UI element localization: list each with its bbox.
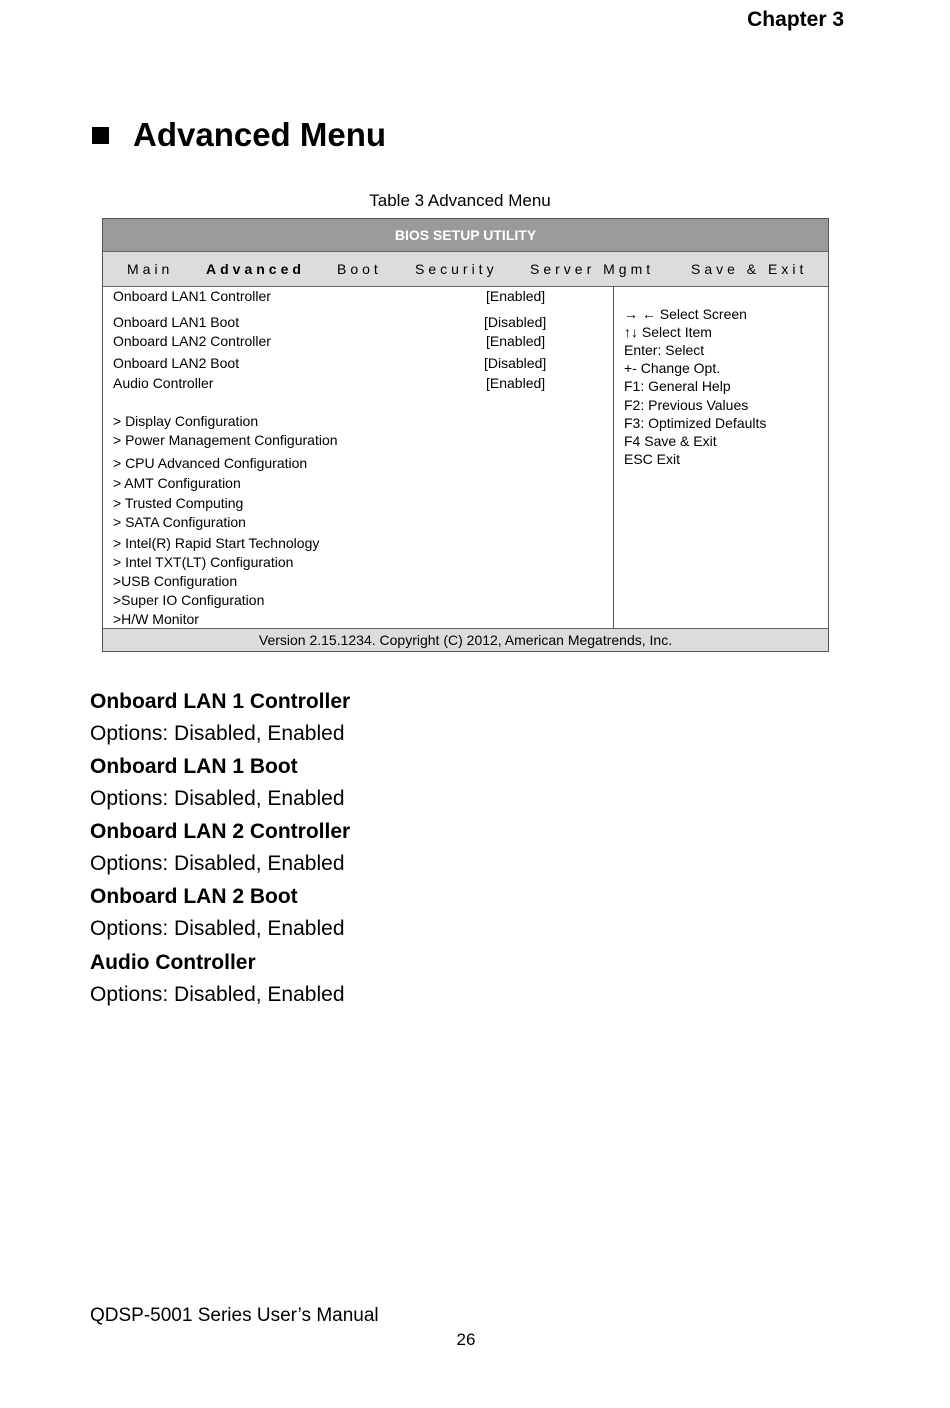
help-change-opt: +- Change Opt.: [624, 360, 721, 376]
chapter-label: Chapter 3: [747, 8, 844, 31]
panel-divider: [613, 286, 614, 630]
bios-tab-bar: [103, 252, 828, 287]
setting-lan1-controller[interactable]: Onboard LAN1 Controller: [113, 288, 271, 304]
bios-version-footer: Version 2.15.1234. Copyright (C) 2012, American Megatrends, Inc.: [103, 628, 828, 651]
setting-value[interactable]: [Disabled]: [484, 355, 547, 371]
setting-audio-controller[interactable]: Audio Controller: [113, 375, 214, 391]
submenu-rapid-start[interactable]: > Intel(R) Rapid Start Technology: [113, 535, 320, 551]
option-values: Options: Disabled, Enabled: [90, 787, 345, 810]
setting-lan2-controller[interactable]: Onboard LAN2 Controller: [113, 333, 271, 349]
tab-save-exit[interactable]: Save & Exit: [691, 261, 808, 277]
tab-server-mgmt[interactable]: Server Mgmt: [530, 261, 655, 277]
help-f1: F1: General Help: [624, 378, 731, 394]
help-enter: Enter: Select: [624, 342, 705, 358]
square-bullet-icon: [92, 127, 109, 144]
help-select-screen: → ← Select Screen: [624, 306, 747, 322]
page-number: 26: [456, 1330, 476, 1349]
submenu-sata[interactable]: > SATA Configuration: [113, 514, 246, 530]
table-caption: Table 3 Advanced Menu: [369, 191, 551, 210]
option-values: Options: Disabled, Enabled: [90, 983, 345, 1006]
manual-title: QDSP-5001 Series User’s Manual: [90, 1305, 379, 1326]
submenu-usb[interactable]: >USB Configuration: [113, 573, 238, 589]
submenu-super-io[interactable]: >Super IO Configuration: [113, 592, 265, 608]
submenu-display[interactable]: > Display Configuration: [113, 413, 259, 429]
help-f4: F4 Save & Exit: [624, 433, 717, 449]
tab-boot[interactable]: Boot: [337, 261, 382, 277]
setting-value[interactable]: [Enabled]: [486, 333, 546, 349]
option-heading: Onboard LAN 1 Controller: [90, 690, 351, 713]
help-select-item: ↑↓ Select Item: [624, 324, 712, 340]
submenu-intel-txt[interactable]: > Intel TXT(LT) Configuration: [113, 554, 294, 570]
option-values: Options: Disabled, Enabled: [90, 917, 345, 940]
submenu-power-management[interactable]: > Power Management Configuration: [113, 432, 338, 448]
bios-title: BIOS SETUP UTILITY: [103, 219, 828, 252]
submenu-amt[interactable]: > AMT Configuration: [113, 475, 241, 491]
option-heading: Onboard LAN 2 Controller: [90, 820, 351, 843]
section-title: Advanced Menu: [133, 116, 387, 153]
setting-lan1-boot[interactable]: Onboard LAN1 Boot: [113, 314, 240, 330]
option-values: Options: Disabled, Enabled: [90, 722, 345, 745]
bios-screenshot: [102, 218, 829, 652]
setting-lan2-boot[interactable]: Onboard LAN2 Boot: [113, 355, 240, 371]
submenu-trusted-computing[interactable]: > Trusted Computing: [113, 495, 244, 511]
tab-advanced[interactable]: Advanced: [206, 261, 305, 277]
setting-value[interactable]: [Disabled]: [484, 314, 547, 330]
option-heading: Onboard LAN 1 Boot: [90, 755, 298, 778]
tab-main[interactable]: Main: [127, 261, 174, 277]
bios-body: [103, 286, 828, 630]
help-f2: F2: Previous Values: [624, 397, 749, 413]
setting-value[interactable]: [Enabled]: [486, 288, 546, 304]
tab-security[interactable]: Security: [415, 261, 498, 277]
help-f3: F3: Optimized Defaults: [624, 415, 767, 431]
help-esc: ESC Exit: [624, 451, 681, 467]
option-heading: Onboard LAN 2 Boot: [90, 885, 298, 908]
submenu-hw-monitor[interactable]: >H/W Monitor: [113, 611, 199, 627]
section-heading: [92, 116, 386, 154]
submenu-cpu-advanced[interactable]: > CPU Advanced Configuration: [113, 455, 308, 471]
option-values: Options: Disabled, Enabled: [90, 852, 345, 875]
option-heading: Audio Controller: [90, 951, 256, 974]
setting-value[interactable]: [Enabled]: [486, 375, 546, 391]
